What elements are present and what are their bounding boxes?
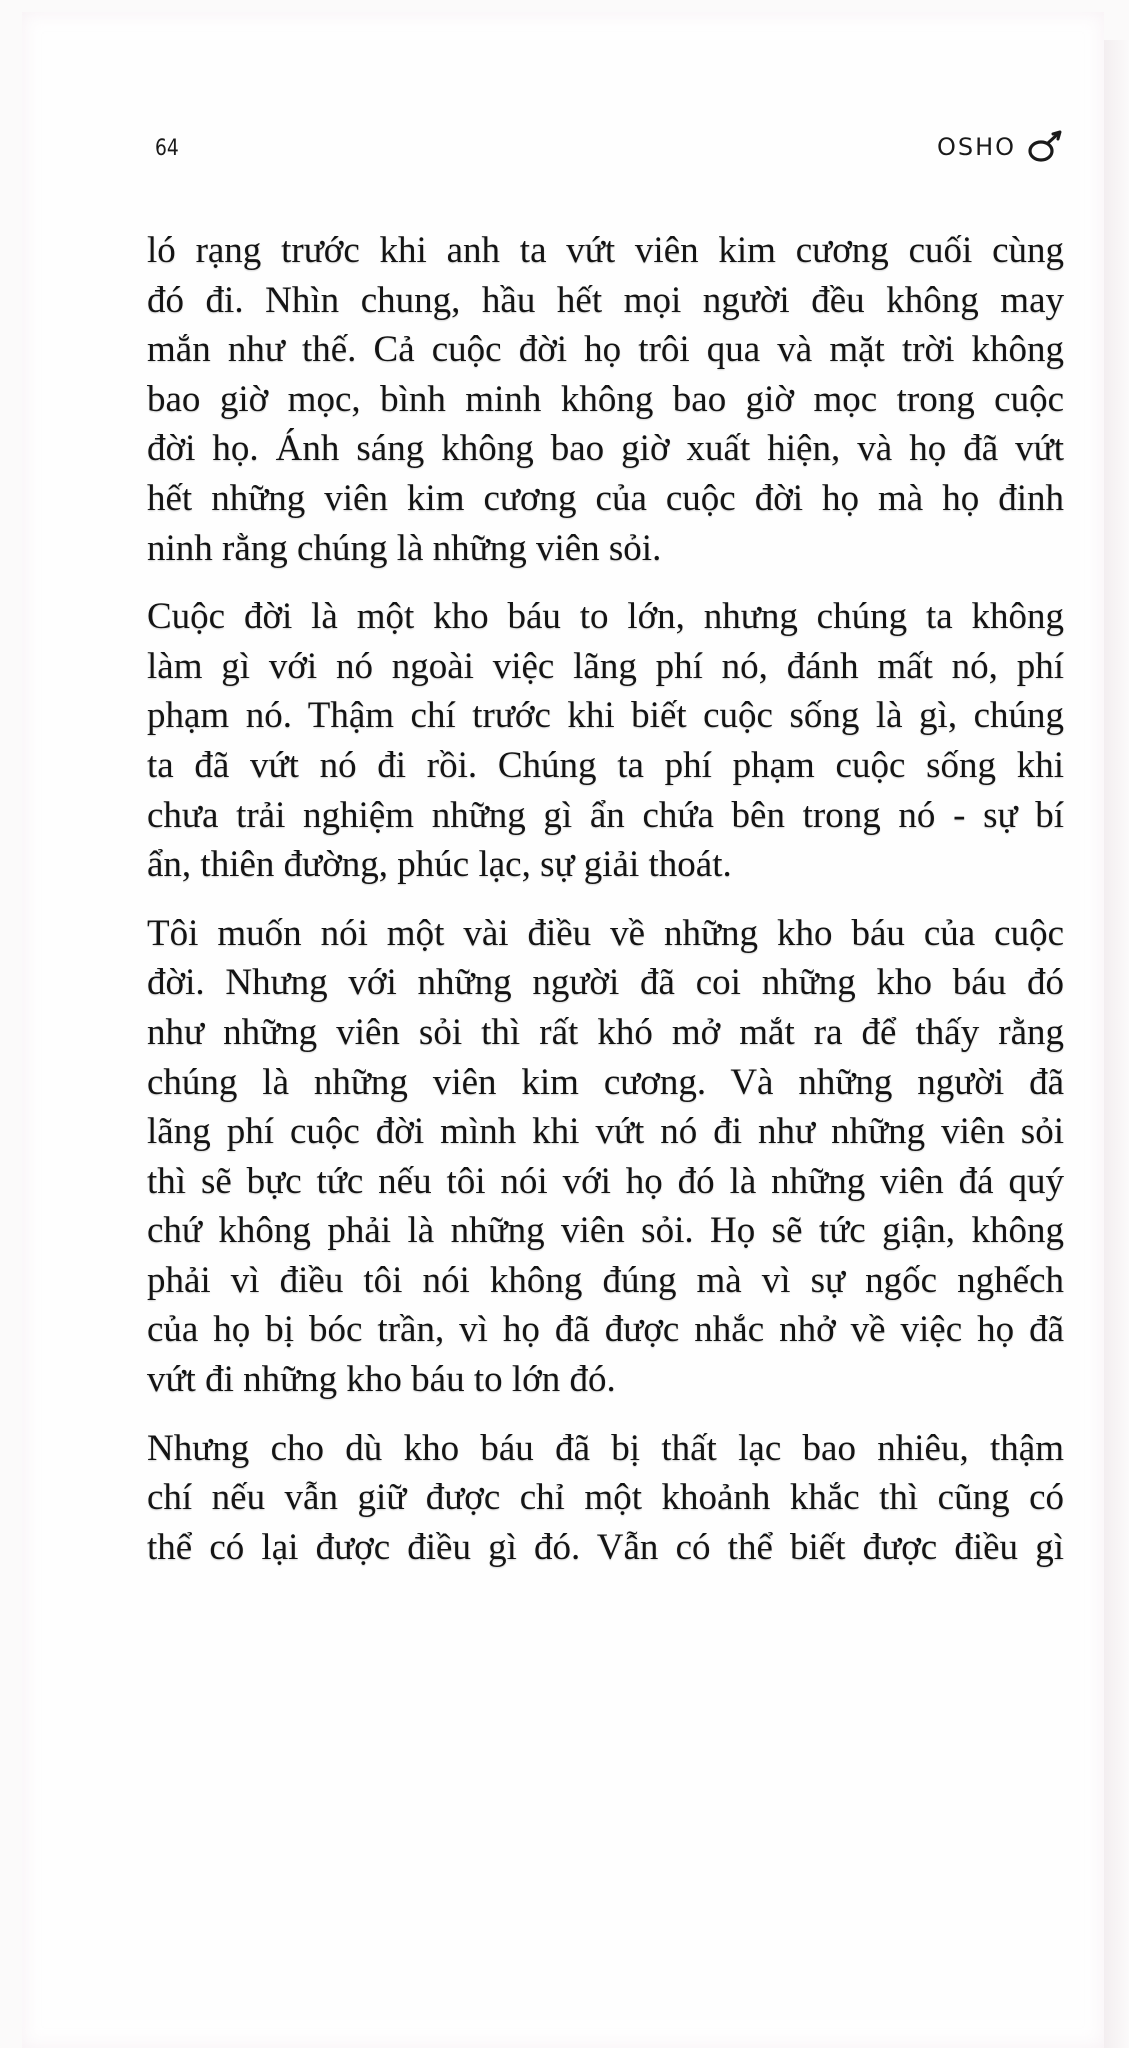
text-line: như những viên sỏi thì rất khó mở mắt ra để thấy rằng bbox=[147, 1011, 1064, 1053]
osho-signature-icon bbox=[1026, 130, 1064, 164]
page-number: 64 bbox=[155, 136, 179, 161]
text-line: ta đã vứt nó đi rồi. Chúng ta phí phạm cuộc sống khi bbox=[147, 744, 1064, 786]
text-line: đó đi. Nhìn chung, hầu hết mọi người đều không may bbox=[147, 279, 1064, 321]
running-head-title: OSHO bbox=[936, 133, 1016, 161]
text-line: bao giờ mọc, bình minh không bao giờ mọc trong cuộc bbox=[147, 378, 1064, 420]
text-line: phải vì điều tôi nói không đúng mà vì sự ngốc nghếch bbox=[147, 1259, 1064, 1301]
text-line: đời. Nhưng với những người đã coi những kho báu đó bbox=[147, 962, 1064, 1004]
text-line: lãng phí cuộc đời mình khi vứt nó đi như những viên sỏi bbox=[147, 1111, 1064, 1153]
text-line: hết những viên kim cương của cuộc đời họ mà họ đinh bbox=[147, 477, 1064, 519]
text-line: Tôi muốn nói một vài điều về những kho báu của cuộc bbox=[147, 912, 1064, 954]
text-line: của họ bị bóc trần, vì họ đã được nhắc nhở về việc họ đã bbox=[147, 1309, 1064, 1351]
text-line: vứt đi những kho báu to lớn đó. bbox=[147, 1359, 616, 1401]
text-line: phạm nó. Thậm chí trước khi biết cuộc sống là gì, chúng bbox=[147, 695, 1064, 737]
text-line: chí nếu vẫn giữ được chỉ một khoảnh khắc thì cũng có bbox=[147, 1477, 1064, 1519]
text-line: Nhưng cho dù kho báu đã bị thất lạc bao nhiêu, thậm bbox=[147, 1427, 1064, 1469]
paragraph-2 bbox=[147, 592, 1064, 890]
page-edge-shadow bbox=[1104, 40, 1129, 2048]
paragraph-1 bbox=[147, 226, 1064, 573]
paragraph-3 bbox=[147, 909, 1064, 1405]
text-line: thì sẽ bực tức nếu tôi nói với họ đó là những viên đá quý bbox=[147, 1160, 1064, 1202]
page-header bbox=[147, 130, 1064, 170]
paragraph-4 bbox=[147, 1424, 1064, 1573]
text-line: chứ không phải là những viên sỏi. Họ sẽ tức giận, không bbox=[147, 1210, 1064, 1252]
text-line: thể có lại được điều gì đó. Vẫn có thể biết được điều gì bbox=[147, 1526, 1064, 1568]
text-line: làm gì với nó ngoài việc lãng phí nó, đánh mất nó, phí bbox=[147, 645, 1064, 687]
text-line: đời họ. Ánh sáng không bao giờ xuất hiện, và họ đã vứt bbox=[147, 428, 1064, 470]
text-line: chưa trải nghiệm những gì ẩn chứa bên trong nó - sự bí bbox=[147, 794, 1064, 836]
text-line: mắn như thế. Cả cuộc đời họ trôi qua và mặt trời không bbox=[147, 329, 1064, 371]
text-line: ẩn, thiên đường, phúc lạc, sự giải thoát. bbox=[147, 844, 732, 886]
text-line: ló rạng trước khi anh ta vứt viên kim cương cuối cùng bbox=[147, 230, 1064, 271]
running-head bbox=[937, 130, 1064, 164]
body-text bbox=[147, 226, 1064, 1591]
text-line: ninh rằng chúng là những viên sỏi. bbox=[147, 527, 662, 569]
text-line: Cuộc đời là một kho báu to lớn, nhưng chúng ta không bbox=[147, 596, 1064, 638]
text-line: chúng là những viên kim cương. Và những người đã bbox=[147, 1061, 1064, 1103]
